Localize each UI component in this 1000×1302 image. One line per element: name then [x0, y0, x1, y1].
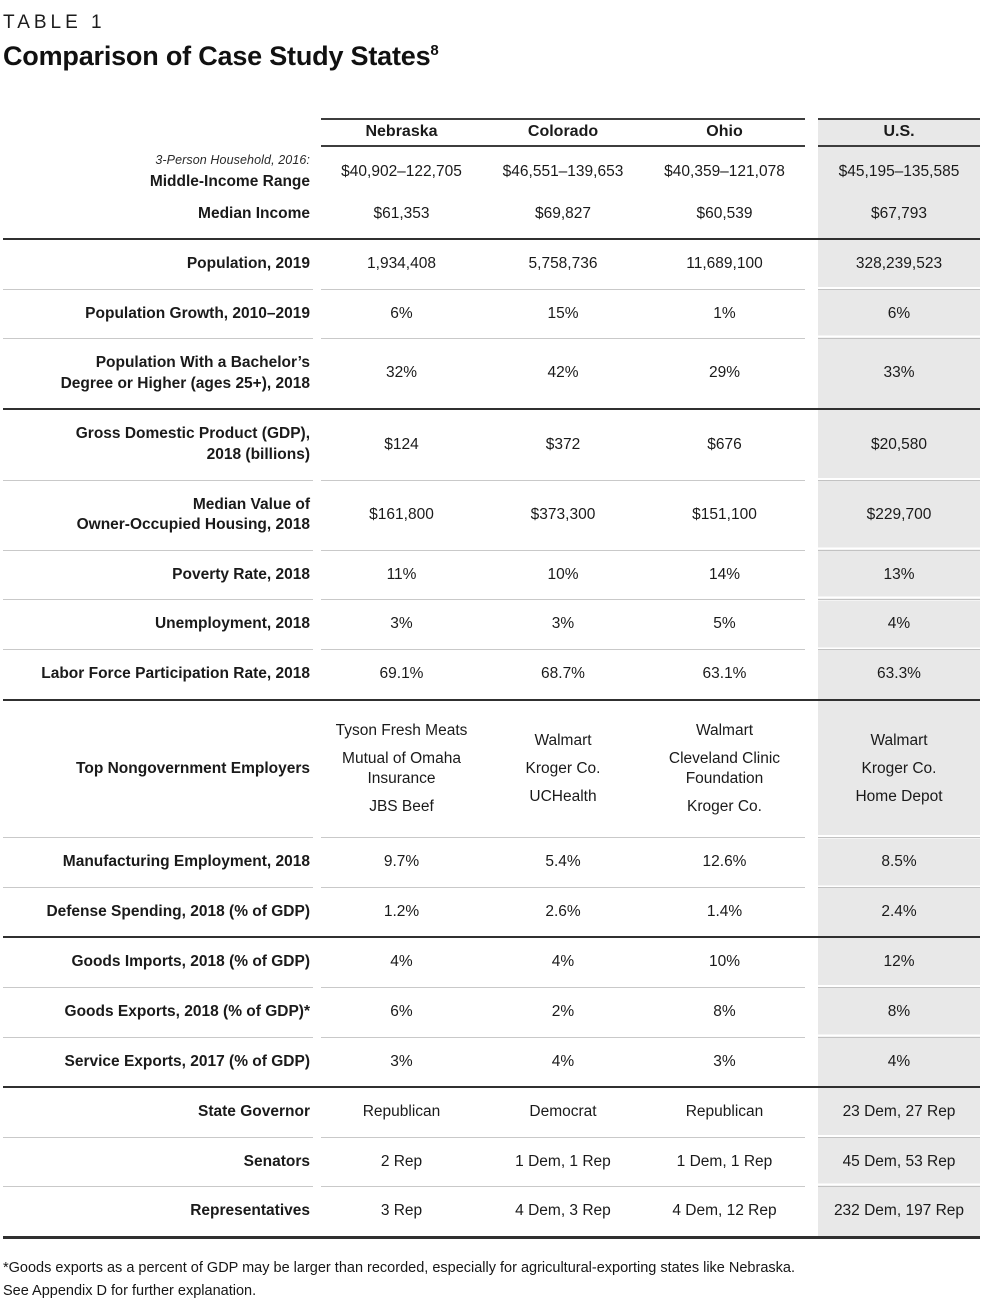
- row-label: [3, 146, 313, 199]
- row-label-line: Goods Exports, 2018 (% of GDP)*: [64, 1002, 310, 1020]
- value-line: Kroger Co.: [687, 798, 762, 816]
- column-gutter: [805, 838, 818, 888]
- value-line: 11,689,100: [686, 254, 763, 272]
- row-label-line: Gross Domestic Product (GDP),: [75, 425, 310, 443]
- row-label-note: 3-Person Household, 2016:: [155, 153, 310, 168]
- value-line: Republican: [685, 1103, 764, 1121]
- state-value-cell: [321, 339, 482, 410]
- column-gutter: [313, 838, 321, 888]
- value-line: $61,353: [373, 205, 430, 223]
- value-line: 6%: [390, 304, 413, 322]
- row-label-line: Degree or Higher (ages 25+), 2018: [60, 374, 310, 392]
- table-row: [3, 409, 980, 480]
- column-header-us: U.S.: [818, 119, 980, 146]
- state-value-cell: [482, 887, 644, 937]
- row-label: [3, 550, 313, 600]
- state-value-cell: [644, 289, 805, 339]
- value-line: 5%: [713, 615, 736, 633]
- state-value-cell: [321, 1037, 482, 1087]
- row-label-line: Representatives: [190, 1202, 310, 1220]
- row-label-line: Labor Force Participation Rate, 2018: [41, 664, 310, 682]
- value-line: 6%: [887, 304, 911, 322]
- state-value-cell: [644, 649, 805, 699]
- us-value-cell: [818, 199, 980, 239]
- column-gutter: [313, 887, 321, 937]
- value-line: 4 Dem, 12 Rep: [672, 1202, 777, 1220]
- row-label-line: Middle-Income Range: [149, 172, 310, 190]
- column-gutter: [805, 199, 818, 239]
- state-value-cell: [321, 289, 482, 339]
- state-value-cell: [482, 239, 644, 289]
- state-value-cell: [644, 600, 805, 650]
- us-value-cell: [818, 887, 980, 937]
- row-label-line: Population, 2019: [186, 254, 310, 272]
- us-value-cell: [818, 550, 980, 600]
- row-label-line: Poverty Rate, 2018: [172, 565, 310, 583]
- column-gutter: [805, 480, 818, 550]
- row-label-line: Median Income: [198, 205, 310, 223]
- row-label: [3, 700, 313, 838]
- value-line: 8.5%: [881, 853, 917, 871]
- table-row: [3, 146, 980, 199]
- value-line: 14%: [708, 565, 741, 583]
- table-row: [3, 600, 980, 650]
- us-value-cell: [818, 838, 980, 888]
- table-row: [3, 480, 980, 550]
- value-line: 33%: [883, 364, 915, 382]
- row-label: [3, 600, 313, 650]
- value-line: 1.2%: [383, 902, 420, 920]
- state-value-cell: [321, 239, 482, 289]
- state-value-cell: [644, 239, 805, 289]
- value-line: 3%: [390, 615, 413, 633]
- row-label: [3, 409, 313, 480]
- row-label-line: Defense Spending, 2018 (% of GDP): [46, 902, 310, 920]
- us-value-cell: [818, 987, 980, 1037]
- value-line: 1,934,408: [367, 254, 436, 272]
- value-line: 2%: [551, 1002, 575, 1020]
- value-line: 6%: [390, 1002, 413, 1020]
- table-row: [3, 239, 980, 289]
- value-line: 2 Rep: [380, 1152, 423, 1170]
- state-value-cell: [482, 146, 644, 199]
- value-line: $372: [545, 435, 581, 453]
- state-value-cell: [321, 1087, 482, 1137]
- table-row: [3, 987, 980, 1037]
- value-line: $40,359–121,078: [664, 163, 785, 181]
- value-line: 2.4%: [881, 902, 917, 920]
- column-gutter: [313, 1087, 321, 1137]
- value-line: 1 Dem, 1 Rep: [676, 1152, 773, 1170]
- state-value-cell: [321, 700, 482, 838]
- state-value-cell: [321, 937, 482, 987]
- column-gutter: [805, 289, 818, 339]
- state-value-cell: [482, 199, 644, 239]
- state-value-cell: [644, 887, 805, 937]
- column-gutter: [805, 649, 818, 699]
- row-label: [3, 480, 313, 550]
- value-line: 4%: [551, 1052, 575, 1070]
- state-value-cell: [644, 199, 805, 239]
- us-value-cell: [818, 1087, 980, 1137]
- page-title-text: Comparison of Case Study States: [3, 41, 431, 71]
- column-gutter: [805, 1087, 818, 1137]
- header-row: [3, 119, 980, 146]
- us-value-cell: [818, 600, 980, 650]
- row-label-line: 2018 (billions): [206, 445, 310, 463]
- us-value-cell: [818, 146, 980, 199]
- value-line: $676: [707, 435, 742, 453]
- row-label-line: Population With a Bachelor’s: [95, 354, 310, 372]
- column-gutter: [805, 700, 818, 838]
- row-label-line: Service Exports, 2017 (% of GDP): [64, 1052, 310, 1070]
- value-line: 1.4%: [706, 902, 743, 920]
- state-value-cell: [482, 1137, 644, 1187]
- state-value-cell: [482, 550, 644, 600]
- value-line: 8%: [887, 1002, 911, 1020]
- value-line: 23 Dem, 27 Rep: [842, 1103, 956, 1121]
- state-value-cell: [321, 199, 482, 239]
- value-line: 45 Dem, 53 Rep: [842, 1152, 956, 1170]
- table-row: [3, 1137, 980, 1187]
- state-value-cell: [321, 649, 482, 699]
- us-value-cell: [818, 239, 980, 289]
- row-label: [3, 1087, 313, 1137]
- value-line: JBS Beef: [369, 798, 434, 816]
- row-label: [3, 937, 313, 987]
- value-line: Walmart: [695, 721, 754, 739]
- value-line: 9.7%: [383, 853, 420, 871]
- state-value-cell: [644, 700, 805, 838]
- row-label: [3, 1137, 313, 1187]
- row-label-line: State Governor: [198, 1103, 310, 1121]
- state-value-cell: [482, 1037, 644, 1087]
- column-gutter: [313, 199, 321, 239]
- state-value-cell: [321, 838, 482, 888]
- state-value-cell: [644, 146, 805, 199]
- table-row: [3, 700, 980, 838]
- value-line: $229,700: [866, 505, 932, 523]
- table-row: [3, 838, 980, 888]
- row-label: [3, 239, 313, 289]
- state-value-cell: [321, 887, 482, 937]
- column-gutter: [313, 1187, 321, 1238]
- footnote: [3, 1257, 980, 1302]
- table-row: [3, 649, 980, 699]
- state-value-cell: [644, 1187, 805, 1238]
- row-label: [3, 199, 313, 239]
- column-gutter: [313, 146, 321, 199]
- state-value-cell: [482, 937, 644, 987]
- comparison-table: [3, 118, 980, 1239]
- row-label: [3, 339, 313, 410]
- column-gutter: [805, 1187, 818, 1238]
- state-value-cell: [482, 700, 644, 838]
- row-label-line: Median Value of: [192, 495, 310, 513]
- state-value-cell: [321, 480, 482, 550]
- value-line: 29%: [708, 364, 741, 382]
- state-value-cell: [644, 838, 805, 888]
- value-line: 1%: [713, 304, 736, 322]
- us-value-cell: [818, 480, 980, 550]
- column-gutter: [805, 339, 818, 410]
- state-value-cell: [482, 339, 644, 410]
- state-value-cell: [644, 1037, 805, 1087]
- value-line: $45,195–135,585: [838, 163, 960, 181]
- table-eyebrow: TABLE 1: [3, 12, 106, 33]
- column-gutter: [313, 700, 321, 838]
- state-value-cell: [482, 649, 644, 699]
- value-line: Cleveland Clinic Foundation: [668, 749, 781, 787]
- state-value-cell: [482, 1187, 644, 1238]
- us-value-cell: [818, 1137, 980, 1187]
- value-line: $373,300: [530, 505, 596, 523]
- column-header-ohio: Ohio: [644, 119, 805, 146]
- column-gutter: [805, 1137, 818, 1187]
- value-line: Mutual of Omaha Insurance: [342, 749, 461, 787]
- state-value-cell: [644, 1137, 805, 1187]
- value-line: $46,551–139,653: [502, 163, 624, 181]
- us-value-cell: [818, 1037, 980, 1087]
- row-label: [3, 887, 313, 937]
- value-line: 2.6%: [545, 902, 581, 920]
- state-value-cell: [482, 480, 644, 550]
- value-line: 4%: [390, 953, 413, 971]
- state-value-cell: [644, 937, 805, 987]
- column-gutter: [805, 409, 818, 480]
- row-label-line: Manufacturing Employment, 2018: [62, 853, 310, 871]
- value-line: 42%: [547, 364, 579, 382]
- column-gutter: [805, 239, 818, 289]
- value-line: 8%: [713, 1002, 736, 1020]
- table-row: [3, 1087, 980, 1137]
- us-value-cell: [818, 339, 980, 410]
- us-value-cell: [818, 289, 980, 339]
- column-gutter: [805, 887, 818, 937]
- column-gutter: [805, 937, 818, 987]
- value-line: 32%: [385, 364, 418, 382]
- value-line: 69.1%: [379, 664, 424, 682]
- table-row: [3, 339, 980, 410]
- state-value-cell: [482, 987, 644, 1037]
- column-gutter: [313, 409, 321, 480]
- state-value-cell: [321, 409, 482, 480]
- table-row: [3, 199, 980, 239]
- us-value-cell: [818, 937, 980, 987]
- us-value-cell: [818, 1187, 980, 1238]
- row-label: [3, 1187, 313, 1238]
- state-value-cell: [482, 1087, 644, 1137]
- value-line: 4 Dem, 3 Rep: [515, 1202, 611, 1220]
- value-line: $124: [384, 435, 419, 453]
- column-gutter: [805, 119, 818, 146]
- table-row: [3, 937, 980, 987]
- value-line: 4%: [887, 1052, 911, 1070]
- value-line: 12%: [883, 953, 915, 971]
- value-line: 15%: [547, 304, 579, 322]
- value-line: 12.6%: [702, 853, 747, 871]
- column-gutter: [805, 600, 818, 650]
- column-gutter: [313, 1137, 321, 1187]
- footnote-line-1: *Goods exports as a percent of GDP may be larger than recorded, especially for agricultural-exporting states like Nebraska.: [3, 1260, 795, 1277]
- footnote-line-2: See Appendix D for further explanation.: [3, 1282, 257, 1299]
- column-gutter: [313, 937, 321, 987]
- value-line: Kroger Co.: [861, 759, 937, 777]
- state-value-cell: [644, 550, 805, 600]
- column-gutter: [313, 600, 321, 650]
- value-line: $69,827: [534, 205, 592, 223]
- column-gutter: [313, 649, 321, 699]
- value-line: 4%: [887, 615, 911, 633]
- row-label-line: Unemployment, 2018: [154, 615, 310, 633]
- state-value-cell: [644, 987, 805, 1037]
- state-value-cell: [644, 1087, 805, 1137]
- table-row: [3, 550, 980, 600]
- row-label: [3, 649, 313, 699]
- value-line: 63.3%: [877, 664, 921, 682]
- header-empty-cell: [3, 119, 313, 146]
- table-row: [3, 1187, 980, 1238]
- table-row: [3, 1037, 980, 1087]
- page-title: [3, 41, 980, 72]
- value-line: 3%: [390, 1052, 413, 1070]
- column-gutter: [313, 289, 321, 339]
- column-gutter: [313, 119, 321, 146]
- value-line: 10%: [547, 565, 579, 583]
- value-line: 328,239,523: [855, 254, 943, 272]
- row-label-line: Owner-Occupied Housing, 2018: [76, 516, 310, 534]
- column-gutter: [313, 987, 321, 1037]
- state-value-cell: [482, 838, 644, 888]
- table-body: [3, 146, 980, 1237]
- column-gutter: [805, 146, 818, 199]
- state-value-cell: [321, 550, 482, 600]
- row-label: [3, 838, 313, 888]
- state-value-cell: [321, 1187, 482, 1238]
- value-line: 13%: [883, 565, 915, 583]
- row-label-line: Senators: [243, 1152, 310, 1170]
- table-row: [3, 289, 980, 339]
- state-value-cell: [482, 600, 644, 650]
- row-label-line: Goods Imports, 2018 (% of GDP): [71, 953, 310, 971]
- column-gutter: [313, 339, 321, 410]
- value-line: 3 Rep: [380, 1202, 423, 1220]
- value-line: Walmart: [870, 731, 928, 749]
- value-line: 4%: [551, 953, 575, 971]
- value-line: Republican: [362, 1103, 441, 1121]
- column-gutter: [313, 480, 321, 550]
- value-line: 10%: [708, 953, 741, 971]
- value-line: $161,800: [369, 505, 434, 523]
- state-value-cell: [644, 339, 805, 410]
- state-value-cell: [321, 146, 482, 199]
- value-line: $20,580: [870, 435, 928, 453]
- value-line: 1 Dem, 1 Rep: [515, 1152, 611, 1170]
- value-line: Democrat: [529, 1103, 597, 1121]
- value-line: 3%: [551, 615, 575, 633]
- value-line: 5.4%: [545, 853, 581, 871]
- value-line: $60,539: [696, 205, 753, 223]
- column-gutter: [313, 239, 321, 289]
- column-gutter: [313, 550, 321, 600]
- row-label-line: Top Nongovernment Employers: [76, 759, 310, 777]
- state-value-cell: [482, 289, 644, 339]
- value-line: Tyson Fresh Meats: [335, 721, 468, 739]
- column-gutter: [805, 1037, 818, 1087]
- row-label: [3, 987, 313, 1037]
- us-value-cell: [818, 409, 980, 480]
- column-header-colorado: Colorado: [482, 119, 644, 146]
- us-value-cell: [818, 649, 980, 699]
- row-label: [3, 1037, 313, 1087]
- value-line: 5,758,736: [528, 254, 598, 272]
- state-value-cell: [482, 409, 644, 480]
- value-line: 68.7%: [541, 664, 585, 682]
- state-value-cell: [644, 409, 805, 480]
- us-value-cell: [818, 700, 980, 838]
- value-line: 11%: [386, 565, 417, 583]
- page-title-footnote-ref: 8: [430, 42, 439, 59]
- value-line: Kroger Co.: [525, 759, 601, 777]
- column-header-nebraska: Nebraska: [321, 119, 482, 146]
- row-label-line: Population Growth, 2010–2019: [85, 304, 310, 322]
- value-line: 63.1%: [702, 664, 747, 682]
- value-line: $151,100: [692, 505, 757, 523]
- state-value-cell: [644, 480, 805, 550]
- column-gutter: [805, 987, 818, 1037]
- row-label: [3, 289, 313, 339]
- table-row: [3, 887, 980, 937]
- state-value-cell: [321, 987, 482, 1037]
- state-value-cell: [321, 600, 482, 650]
- column-gutter: [313, 1037, 321, 1087]
- column-gutter: [805, 550, 818, 600]
- value-line: 3%: [713, 1052, 736, 1070]
- state-value-cell: [321, 1137, 482, 1187]
- value-line: UCHealth: [529, 787, 597, 805]
- value-line: Home Depot: [855, 787, 943, 805]
- value-line: Walmart: [534, 731, 592, 749]
- value-line: 232 Dem, 197 Rep: [833, 1202, 965, 1220]
- value-line: $40,902–122,705: [341, 163, 462, 181]
- value-line: $67,793: [870, 205, 928, 223]
